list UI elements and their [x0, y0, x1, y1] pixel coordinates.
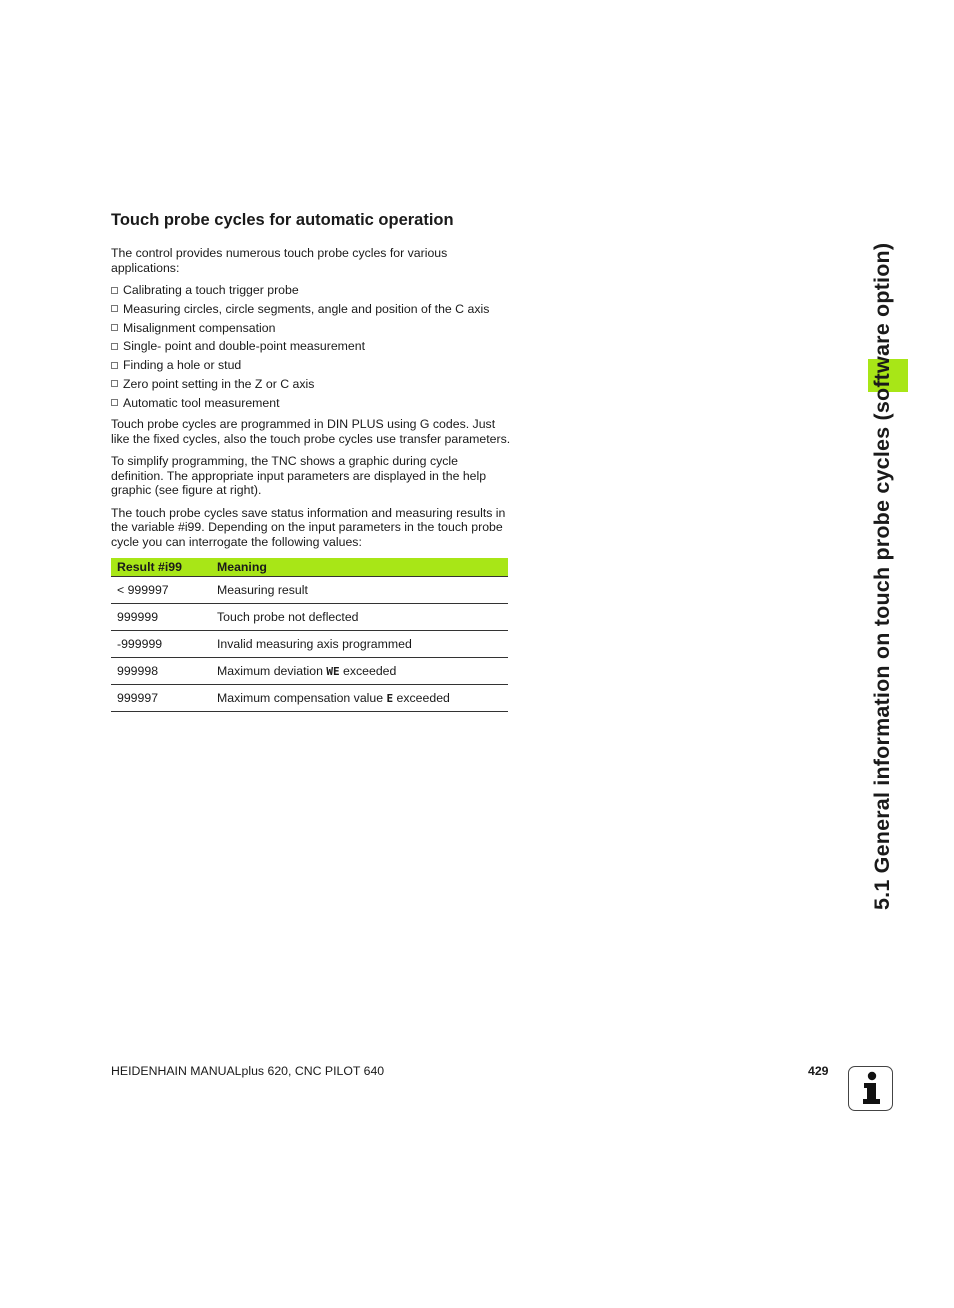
column-header-meaning: Meaning — [211, 558, 508, 577]
chapter-sidebar-title: 5.1 General information on touch probe cycles (software option) — [870, 242, 894, 910]
bullet-square-icon — [111, 399, 118, 406]
list-item: Finding a hole or stud — [111, 358, 511, 373]
list-item: Misalignment compensation — [111, 321, 511, 336]
body-paragraph: The touch probe cycles save status information and measuring results in the variable #i99. Depending on the input parameters in the touch probe cycle you can interrogate the following values: — [111, 505, 506, 549]
table-row — [111, 577, 508, 604]
result-cell: < 999997 — [111, 577, 211, 604]
meaning-cell: Measuring result — [211, 577, 508, 604]
meaning-cell: Touch probe not deflected — [211, 604, 508, 631]
result-cell: 999998 — [111, 658, 211, 685]
table-row — [111, 604, 508, 631]
bullet-square-icon — [111, 287, 118, 294]
table-row — [111, 658, 508, 685]
body-paragraph: To simplify programming, the TNC shows a graphic during cycle definition. The appropriate input parameters are displayed in the help graphic (see figure at right). — [111, 454, 487, 498]
bullet-square-icon — [111, 380, 118, 387]
bullet-list — [111, 283, 511, 410]
bullet-square-icon — [111, 362, 118, 369]
table-row — [111, 631, 508, 658]
list-item: Automatic tool measurement — [111, 396, 511, 411]
body-paragraph: Touch probe cycles are programmed in DIN PLUS using G codes. Just like the fixed cycles, also the touch probe cycles use transfer parameters. — [111, 417, 511, 446]
meaning-cell: Maximum deviation WE exceeded — [211, 658, 508, 685]
list-item: Single- point and double-point measurement — [111, 339, 511, 354]
table-row — [111, 685, 508, 712]
meaning-cell: Invalid measuring axis programmed — [211, 631, 508, 658]
info-icon — [848, 1066, 893, 1111]
bullet-square-icon — [111, 305, 118, 312]
intro-paragraph: The control provides numerous touch probe cycles for various applications: — [111, 246, 448, 275]
table-header-row — [111, 558, 508, 577]
bullet-square-icon — [111, 343, 118, 350]
list-item: Zero point setting in the Z or C axis — [111, 377, 511, 392]
result-cell: 999999 — [111, 604, 211, 631]
list-item: Calibrating a touch trigger probe — [111, 283, 511, 298]
results-table — [111, 558, 508, 712]
result-cell: 999997 — [111, 685, 211, 712]
result-cell: -999999 — [111, 631, 211, 658]
list-item: Measuring circles, circle segments, angle and position of the C axis — [111, 302, 511, 317]
bullet-square-icon — [111, 324, 118, 331]
footer-product-name: HEIDENHAIN MANUALplus 620, CNC PILOT 640 — [111, 1064, 385, 1078]
page-number: 429 — [808, 1064, 829, 1078]
meaning-cell: Maximum compensation value E exceeded — [211, 685, 508, 712]
section-heading: Touch probe cycles for automatic operation — [111, 211, 454, 229]
column-header-result: Result #i99 — [111, 558, 211, 577]
main-content — [111, 210, 511, 712]
